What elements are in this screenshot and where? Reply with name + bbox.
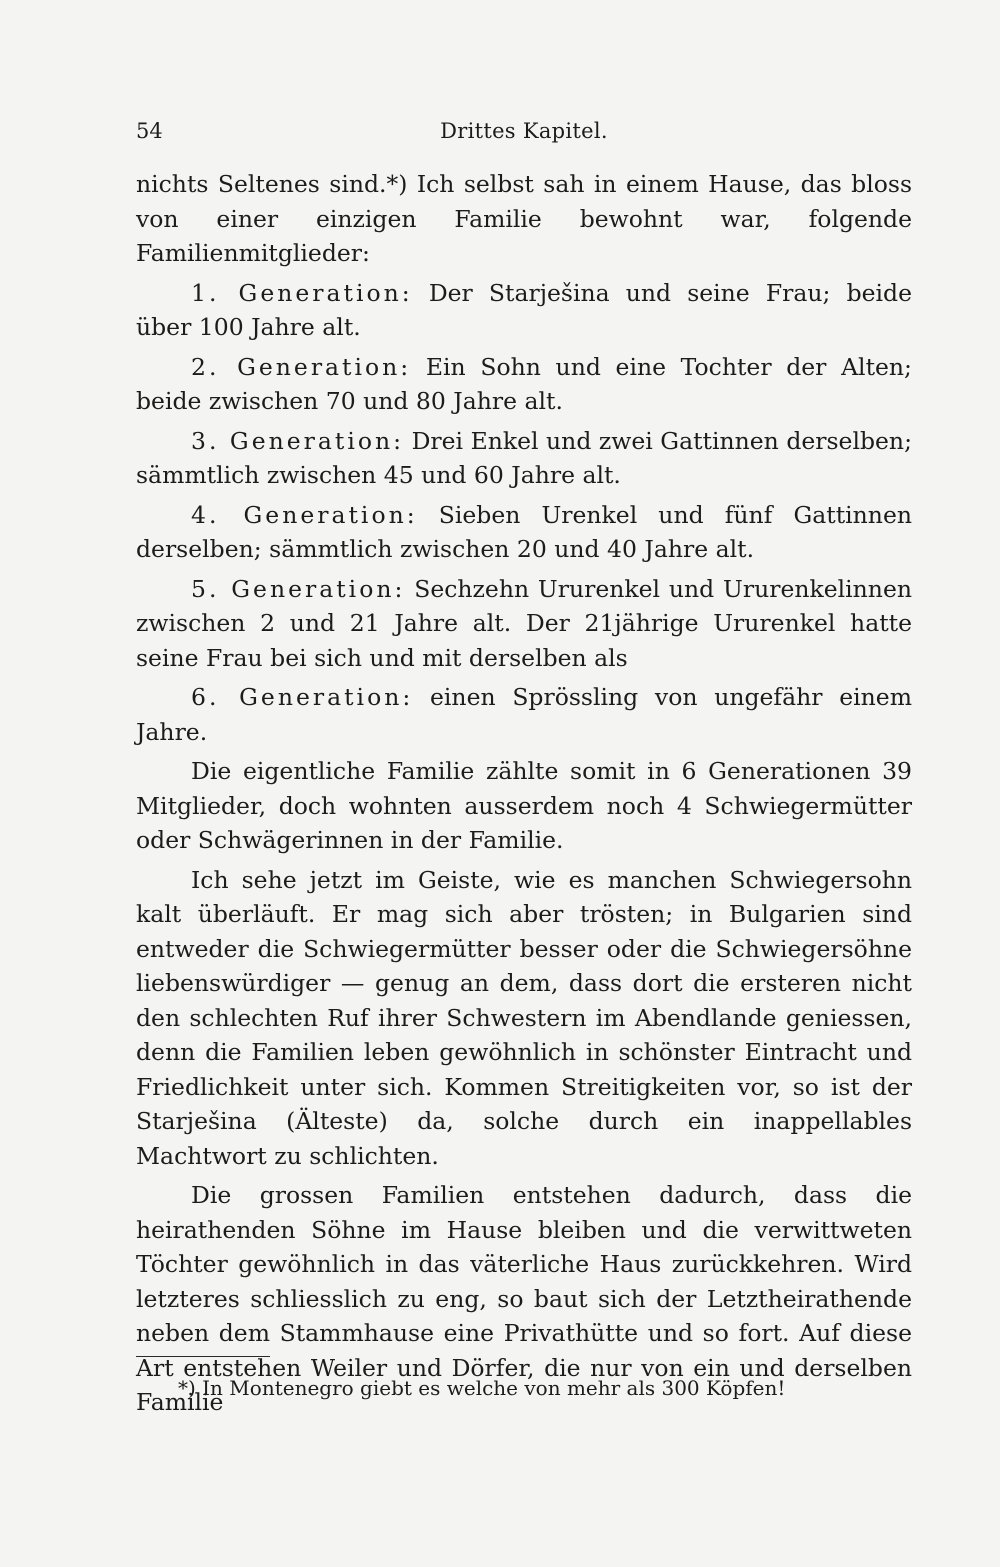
- generation-1-label: 1. Generation:: [191, 278, 413, 307]
- generation-5: [136, 572, 912, 676]
- generation-1: [136, 276, 912, 345]
- paragraph-mothers-in-law: Ich sehe jetzt im Geiste, wie es manchen Schwiegersohn kalt überläuft. Er mag sich aber trösten; in Bulgarien sind entweder die Schwiegermütter besser oder die Schwiegersöhne liebenswürdiger — genug an dem, dass dort die ersteren nicht den schlechten Ruf ihrer Schwestern im Abendlande geniessen, denn die Familien leben gewöhnlich in schönster Eintracht und Friedlichkeit unter sich. Kommen Streitigkeiten vor, so ist der Starješina (Älteste) da, solche durch ein inappellables Machtwort zu schlichten.: [136, 865, 912, 1170]
- generation-4: [136, 498, 912, 567]
- generation-2: [136, 350, 912, 419]
- generation-3-label: 3. Generation:: [191, 426, 405, 455]
- generation-2-label: 2. Generation:: [191, 352, 412, 381]
- generation-5-text: Sechzehn Ururenkel und Ururenkelinnen zwischen 2 und 21 Jahre alt. Der 21jährige Ururenkel hatte seine Frau bei sich und mit derselben als: [136, 574, 912, 672]
- generation-5-label: 5. Generation:: [191, 574, 406, 603]
- generation-3-text: Drei Enkel und zwei Gattinnen derselben; sämmtlich zwischen 45 und 60 Jahre alt.: [136, 426, 912, 489]
- footnote-divider: [136, 1356, 270, 1357]
- generation-6-text: einen Sprössling von ungefähr einem Jahre.: [136, 683, 912, 746]
- paragraph-intro: nichts Seltenes sind.*) Ich selbst sah in einem Hause, das bloss von einer einzigen Familie bewohnt war, folgende Familienmitglieder:: [136, 170, 912, 267]
- footnote: *) In Montenegro giebt es welche von mehr als 300 Köpfen!: [178, 1376, 786, 1400]
- running-header: [136, 114, 912, 148]
- paragraph-family-count: Die eigentliche Familie zählte somit in 6 Generationen 39 Mitglieder, doch wohnten ausserdem noch 4 Schwiegermütter oder Schwägerinnen in der Familie.: [136, 757, 912, 854]
- generation-4-text: Sieben Urenkel und fünf Gattinnen derselben; sämmtlich zwischen 20 und 40 Jahre alt.: [136, 500, 912, 563]
- generation-2-text: Ein Sohn und eine Tochter der Alten; beide zwischen 70 und 80 Jahre alt.: [136, 352, 912, 415]
- generation-1-text: Der Starješina und seine Frau; beide über 100 Jahre alt.: [136, 278, 912, 341]
- body-text: [136, 167, 912, 1420]
- generation-6-label: 6. Generation:: [191, 683, 414, 711]
- generation-3: [136, 424, 912, 493]
- chapter-title: Drittes Kapitel.: [440, 119, 608, 143]
- generation-4-label: 4. Generation:: [191, 500, 418, 529]
- generation-6: [136, 680, 912, 749]
- page-number: 54: [136, 119, 163, 143]
- paragraph-large-families: Die grossen Familien entstehen dadurch, dass die heirathenden Söhne im Hause bleiben und die verwittweten Töchter gewöhnlich in das väterliche Haus zurückkehren. Wird letzteres schliesslich zu eng, so baut sich der Letztheirathende neben dem Stammhause eine Privathütte und so fort. Auf diese Art entstehen Weiler und Dörfer, die nur von ein und derselben Familie: [136, 1181, 912, 1416]
